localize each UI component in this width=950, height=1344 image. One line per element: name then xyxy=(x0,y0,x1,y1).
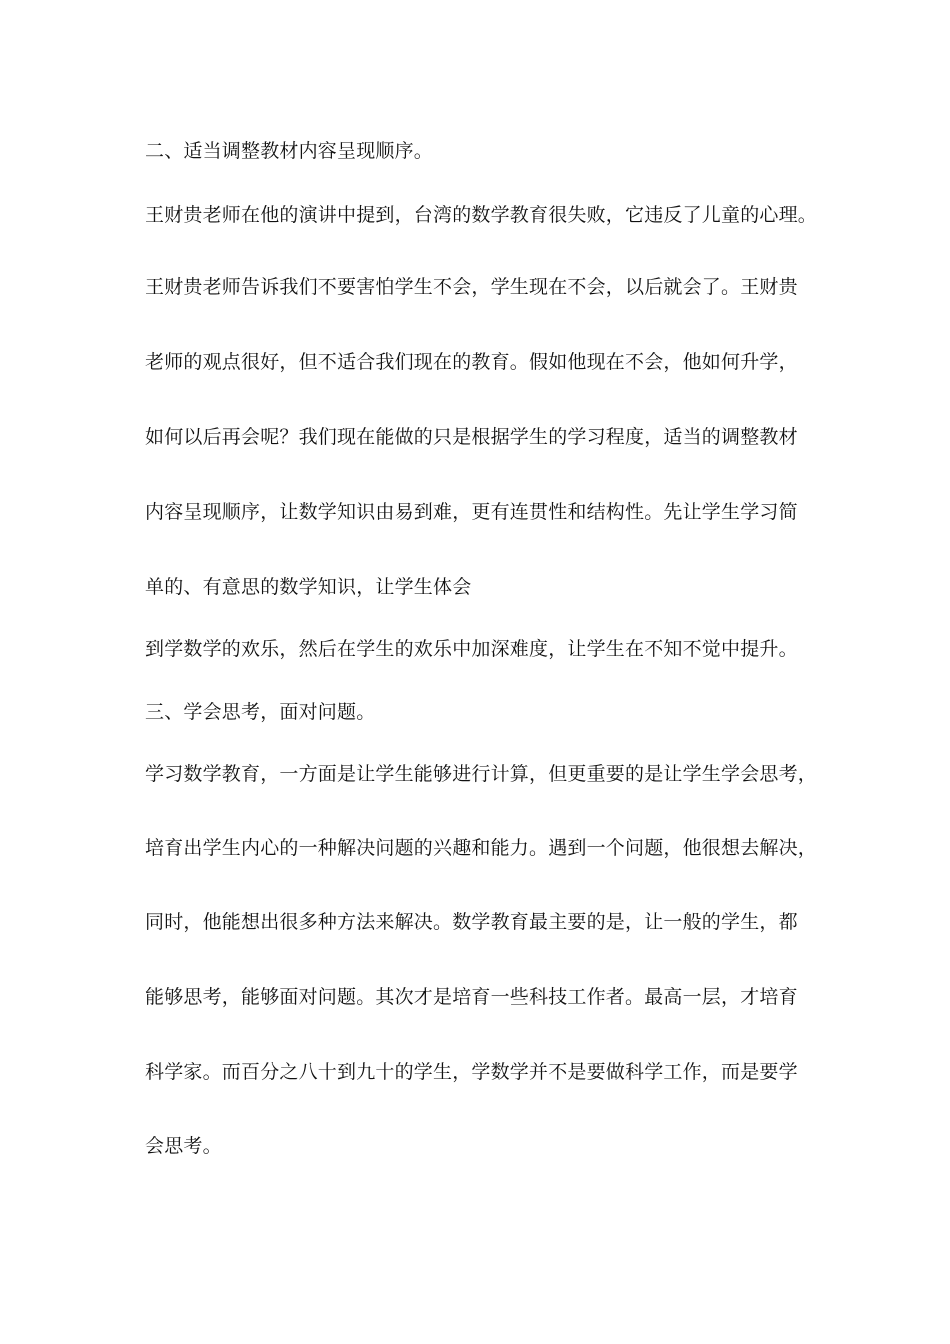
paragraph-line: 培育出学生内心的一种解决问题的兴趣和能力。遇到一个问题，他很想去解决， xyxy=(145,837,818,859)
paragraph-line: 单的、有意思的数学知识，让学生体会 xyxy=(145,576,472,598)
section-heading-3: 三、学会思考，面对问题。 xyxy=(145,701,376,723)
paragraph-line: 能够思考，能够面对问题。其次才是培育一些科技工作者。最高一层，才培育 xyxy=(145,986,798,1008)
paragraph-line: 会思考。 xyxy=(145,1135,222,1157)
paragraph-line: 王财贵老师在他的演讲中提到，台湾的数学教育很失败，它违反了儿童的心理。 xyxy=(145,204,818,226)
paragraph-line: 科学家。而百分之八十到九十的学生，学数学并不是要做科学工作，而是要学 xyxy=(145,1061,798,1083)
paragraph-line: 到学数学的欢乐，然后在学生的欢乐中加深难度，让学生在不知不觉中提升。 xyxy=(145,638,798,660)
section-heading-2: 二、适当调整教材内容呈现顺序。 xyxy=(145,140,434,162)
paragraph-line: 内容呈现顺序，让数学知识由易到难，更有连贯性和结构性。先让学生学习简 xyxy=(145,501,798,523)
paragraph-line: 同时，他能想出很多种方法来解决。数学教育最主要的是，让一般的学生，都 xyxy=(145,911,798,933)
paragraph-line: 王财贵老师告诉我们不要害怕学生不会，学生现在不会，以后就会了。王财贵 xyxy=(145,276,798,298)
paragraph-line: 如何以后再会呢？我们现在能做的只是根据学生的学习程度，适当的调整教材 xyxy=(145,426,798,448)
paragraph-line: 老师的观点很好，但不适合我们现在的教育。假如他现在不会，他如何升学， xyxy=(145,351,798,373)
paragraph-line: 学习数学教育，一方面是让学生能够进行计算，但更重要的是让学生学会思考， xyxy=(145,763,818,785)
